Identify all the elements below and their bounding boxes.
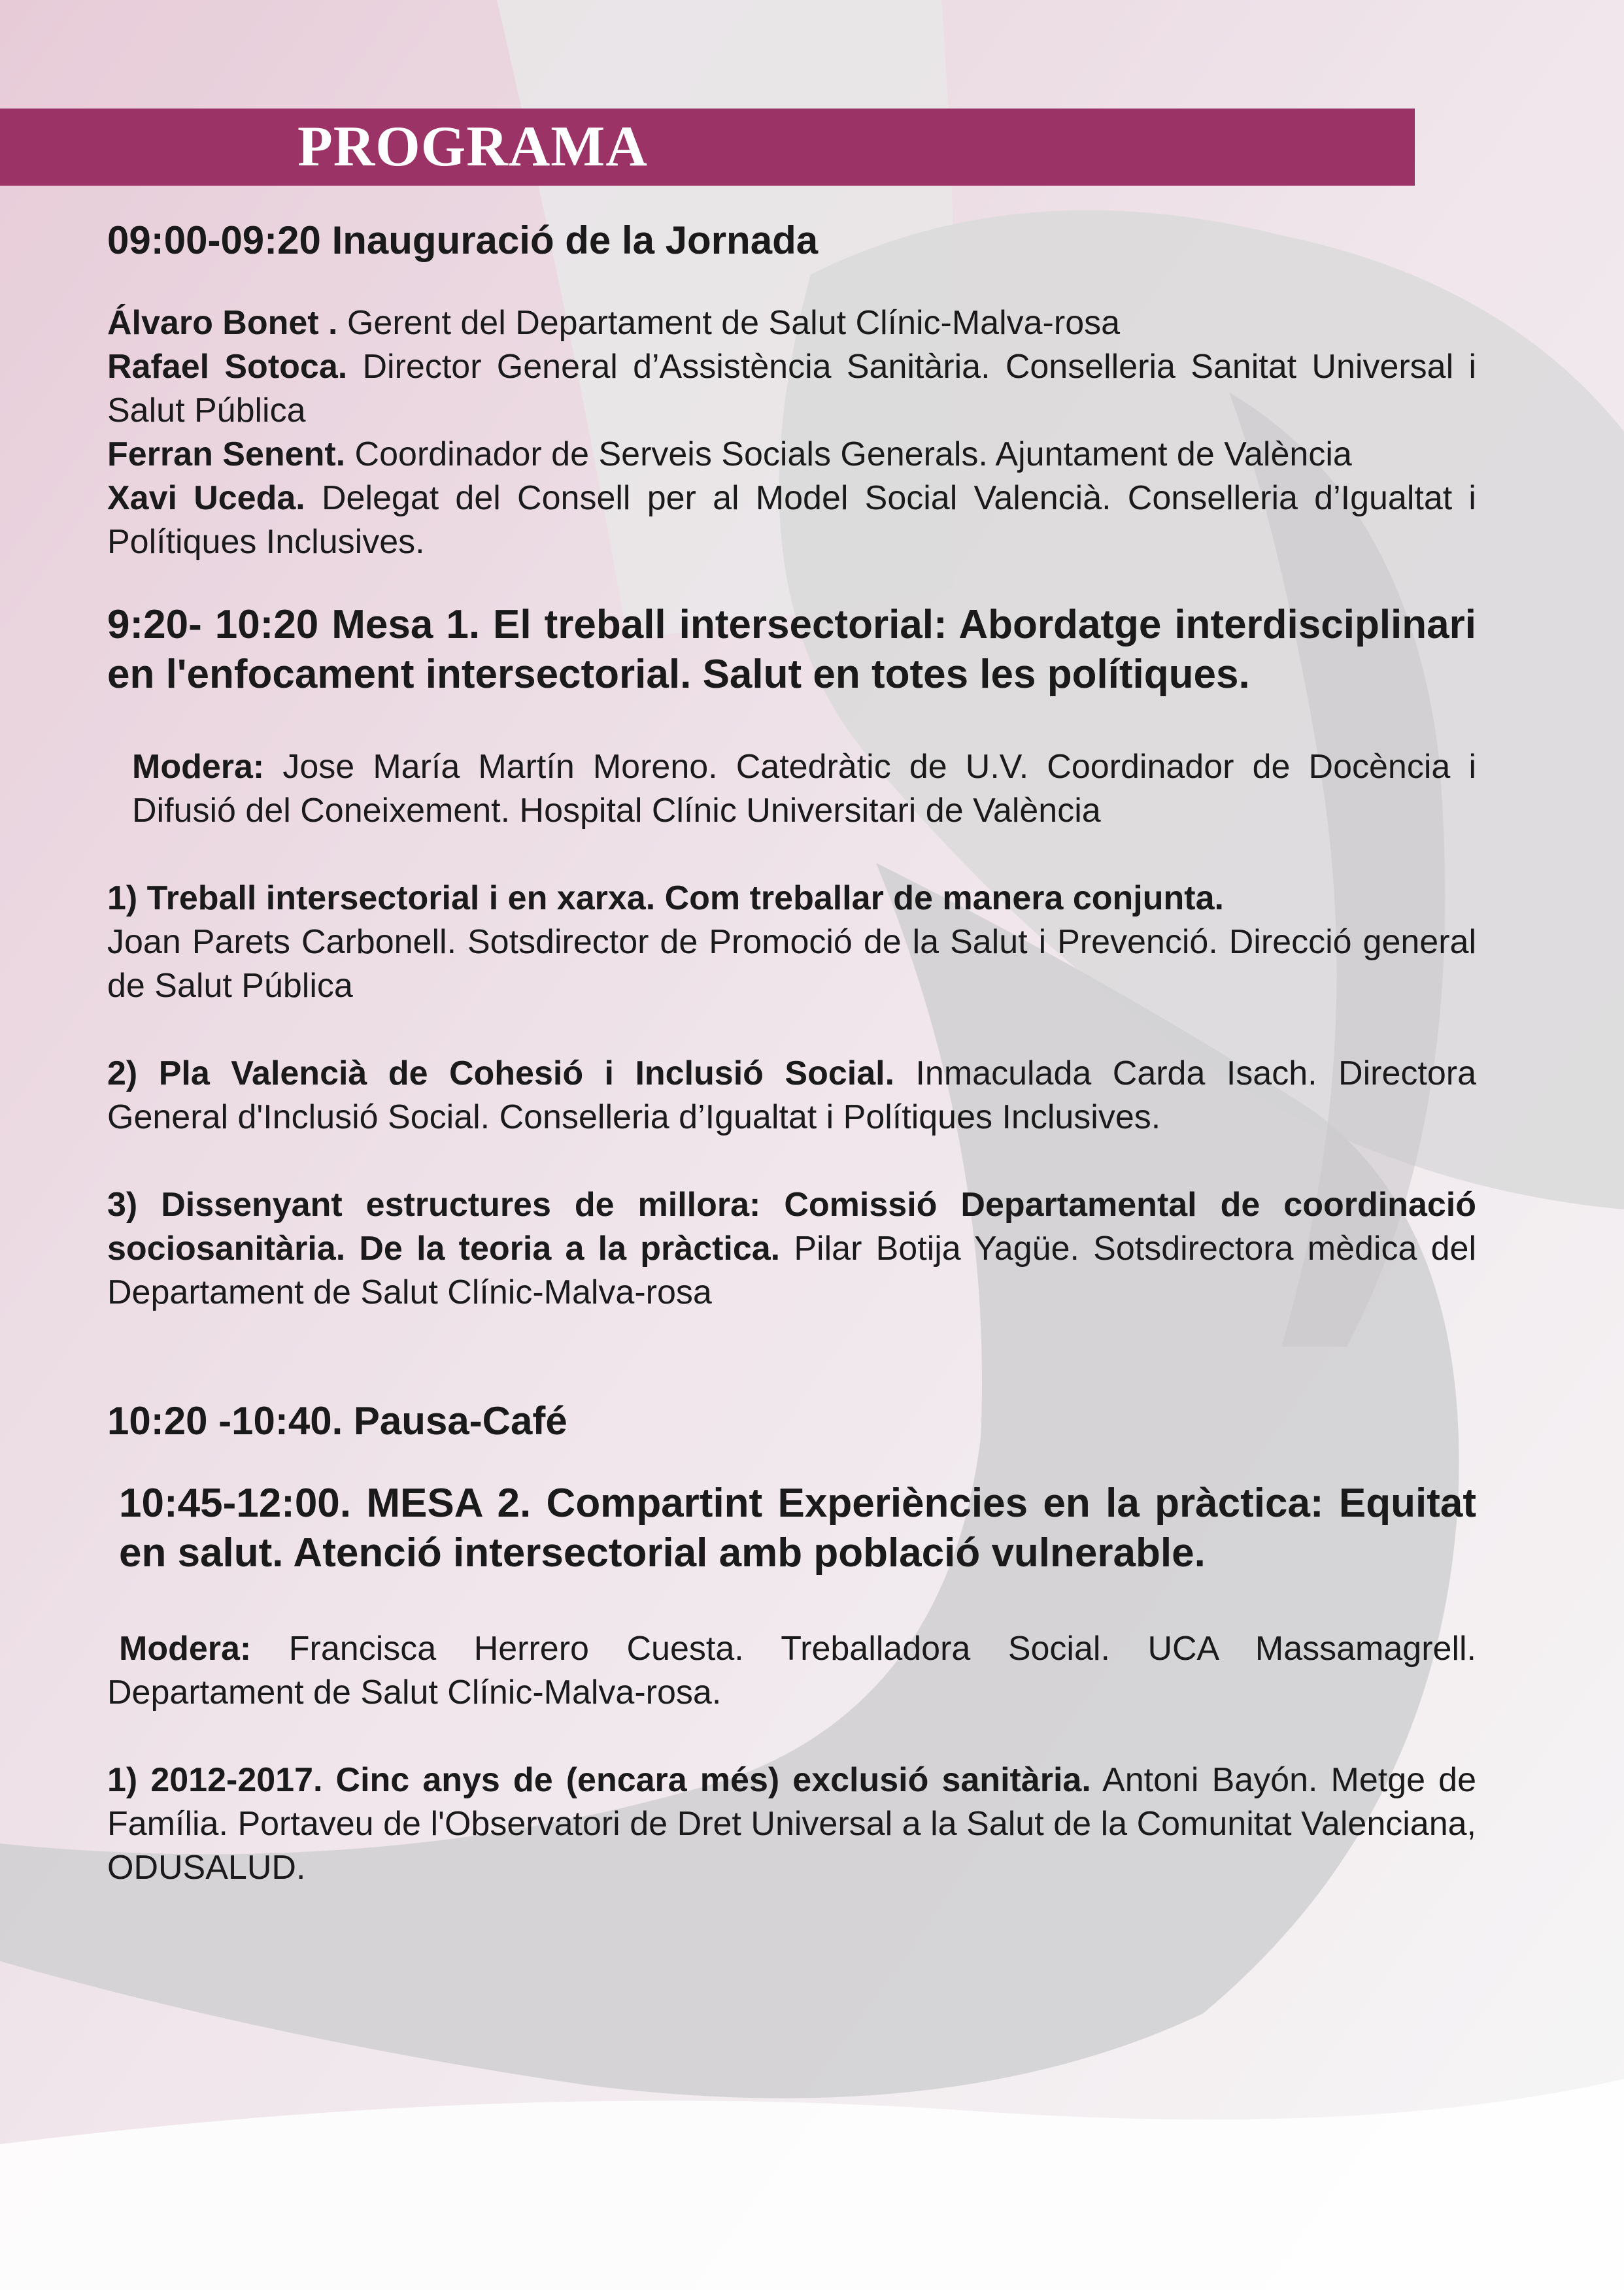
speaker-role: Delegat del Consell per al Model Social Valencià. Conselleria d’Igualtat i Polítiques Inclusives. <box>107 479 1476 561</box>
talk-title: 3) Dissenyant estructures de millora: Comissió Departamental de coordinació sociosanitària. De la teoria a la pràctica. <box>107 1186 1476 1268</box>
session-heading-pausa-cafe: 10:20 -10:40. Pausa-Café <box>107 1399 567 1443</box>
session-heading-mesa2: 10:45-12:00. MESA 2. Compartint Experiències en la pràctica: Equitat en salut. Atenció intersectorial amb població vulnerable. <box>119 1481 1476 1575</box>
speaker-role: Director General d’Assistència Sanitària. Conselleria Sanitat Universal i Salut Pública <box>107 348 1476 429</box>
session-heading-inauguracio: 09:00-09:20 Inauguració de la Jornada <box>107 218 819 262</box>
talk-item <box>107 1759 1476 1890</box>
speaker-name: Rafael Sotoca. <box>107 348 348 386</box>
talk-speaker: Inmaculada Carda Isach. Directora General d'Inclusió Social. Conselleria d’Igualtat i Polítiques Inclusives. <box>107 1054 1476 1136</box>
talk-title: 1) 2012-2017. Cinc anys de (encara més) exclusió sanitària. <box>107 1761 1091 1799</box>
programa-banner <box>0 109 1415 186</box>
moderator-text: Jose María Martín Moreno. Catedràtic de U.V. Coordinador de Docència i Difusió del Coneixement. Hospital Clínic Universitari de València <box>132 748 1476 830</box>
speaker-name: Ferran Senent. <box>107 435 346 473</box>
speaker-role: Gerent del Departament de Salut Clínic-Malva-rosa <box>337 304 1121 342</box>
speaker-line <box>107 345 1476 433</box>
program-content <box>107 216 1476 1890</box>
talk-item <box>107 1052 1476 1139</box>
talk-speaker: Pilar Botija Yagüe. Sotsdirectora mèdica del Departament de Salut Clínic-Malva-rosa <box>107 1230 1476 1311</box>
moderator-line <box>107 1627 1476 1715</box>
moderator-text: Francisca Herrero Cuesta. Treballadora Social. UCA Massamagrell. Departament de Salut Clínic-Malva-rosa. <box>107 1630 1476 1711</box>
speaker-line <box>107 301 1476 345</box>
speaker-line <box>107 477 1476 564</box>
talk-speaker: Antoni Bayón. Metge de Família. Portaveu de l'Observatori de Dret Universal a la Salut de la Comunitat Valenciana, ODUSALUD. <box>107 1761 1477 1887</box>
moderator-label: Modera: <box>119 1630 252 1668</box>
talk-speaker: Joan Parets Carbonell. Sotsdirector de Promoció de la Salut i Prevenció. Direcció general de Salut Pública <box>107 923 1476 1005</box>
session-heading-mesa1: 9:20- 10:20 Mesa 1. El treball intersectorial: Abordatge interdisciplinari en l'enfocament intersectorial. Salut en totes les polítiques. <box>107 602 1476 697</box>
talk-title: 1) Treball intersectorial i en xarxa. Com treballar de manera conjunta. <box>107 879 1224 917</box>
talk-item <box>107 877 1476 1008</box>
speaker-line <box>107 433 1476 477</box>
talk-item <box>107 1183 1476 1315</box>
speaker-role: Coordinador de Serveis Socials Generals. Ajuntament de València <box>345 435 1352 473</box>
speaker-name: Xavi Uceda. <box>107 479 305 517</box>
speaker-name: Álvaro Bonet . <box>107 304 338 342</box>
moderator-label: Modera: <box>132 748 265 786</box>
talk-title: 2) Pla Valencià de Cohesió i Inclusió Social. <box>107 1054 895 1092</box>
page-title: PROGRAMA <box>297 115 648 178</box>
moderator-line <box>107 745 1476 833</box>
